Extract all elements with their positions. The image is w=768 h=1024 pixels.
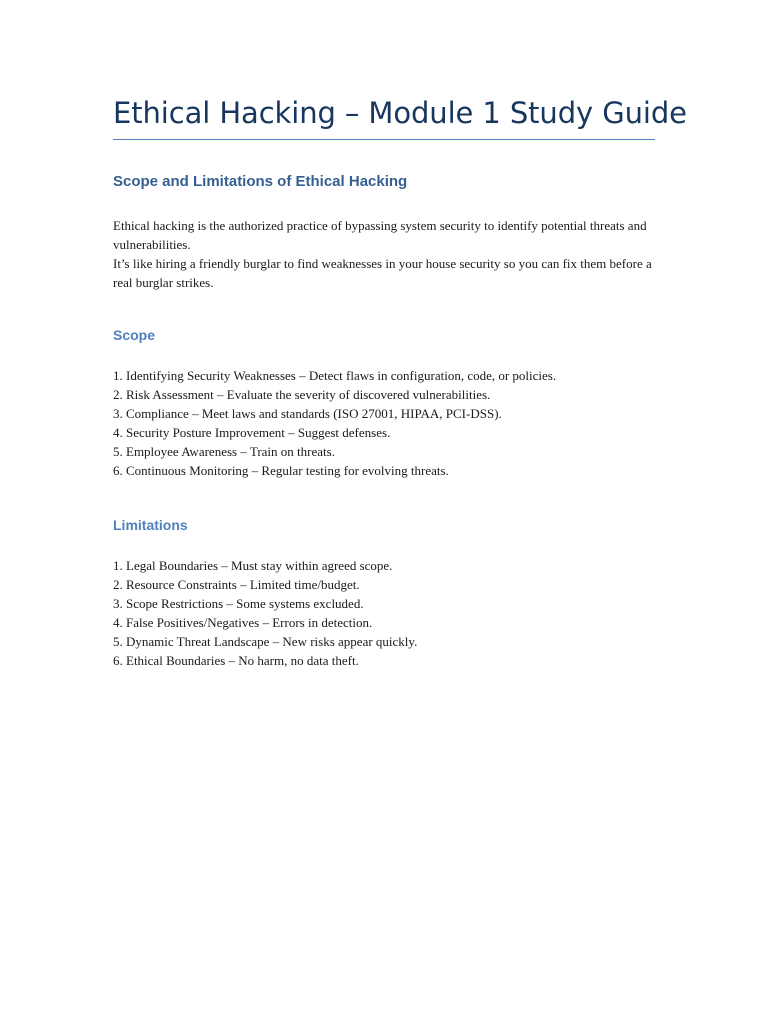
limitations-heading: Limitations (113, 517, 188, 533)
scope-item: 6. Continuous Monitoring – Regular testing for evolving threats. (113, 463, 449, 479)
scope-item: 4. Security Posture Improvement – Suggest defenses. (113, 425, 391, 441)
intro-line: Ethical hacking is the authorized practice of bypassing system security to identify potential threats and vulnerabilities. (113, 218, 647, 252)
scope-item: 1. Identifying Security Weaknesses – Detect flaws in configuration, code, or policies. (113, 368, 557, 383)
title-underline (113, 139, 655, 140)
scope-item: 3. Compliance – Meet laws and standards (ISO 27001, HIPAA, PCI-DSS). (113, 406, 502, 422)
section-heading: Scope and Limitations of Ethical Hacking (113, 173, 408, 190)
document-title: Ethical Hacking – Module 1 Study Guide (113, 96, 687, 130)
scope-item: 5. Employee Awareness – Train on threats. (113, 444, 335, 460)
limitations-list (113, 556, 417, 671)
limitations-item: 5. Dynamic Threat Landscape – New risks appear quickly. (113, 634, 418, 650)
limitations-item: 1. Legal Boundaries – Must stay within agreed scope. (113, 558, 393, 573)
scope-heading: Scope (113, 327, 156, 343)
scope-item: 2. Risk Assessment – Evaluate the severity of discovered vulnerabilities. (113, 387, 491, 403)
document-page (113, 0, 687, 1024)
scope-list (113, 366, 556, 481)
intro-line: It’s like hiring a friendly burglar to find weaknesses in your house security so you can fix them before a real burglar strikes. (113, 256, 652, 290)
limitations-item: 4. False Positives/Negatives – Errors in detection. (113, 615, 373, 631)
limitations-item: 6. Ethical Boundaries – No harm, no data theft. (113, 653, 359, 669)
limitations-item: 3. Scope Restrictions – Some systems excluded. (113, 596, 364, 612)
limitations-item: 2. Resource Constraints – Limited time/budget. (113, 577, 360, 593)
intro-paragraph (113, 216, 658, 292)
